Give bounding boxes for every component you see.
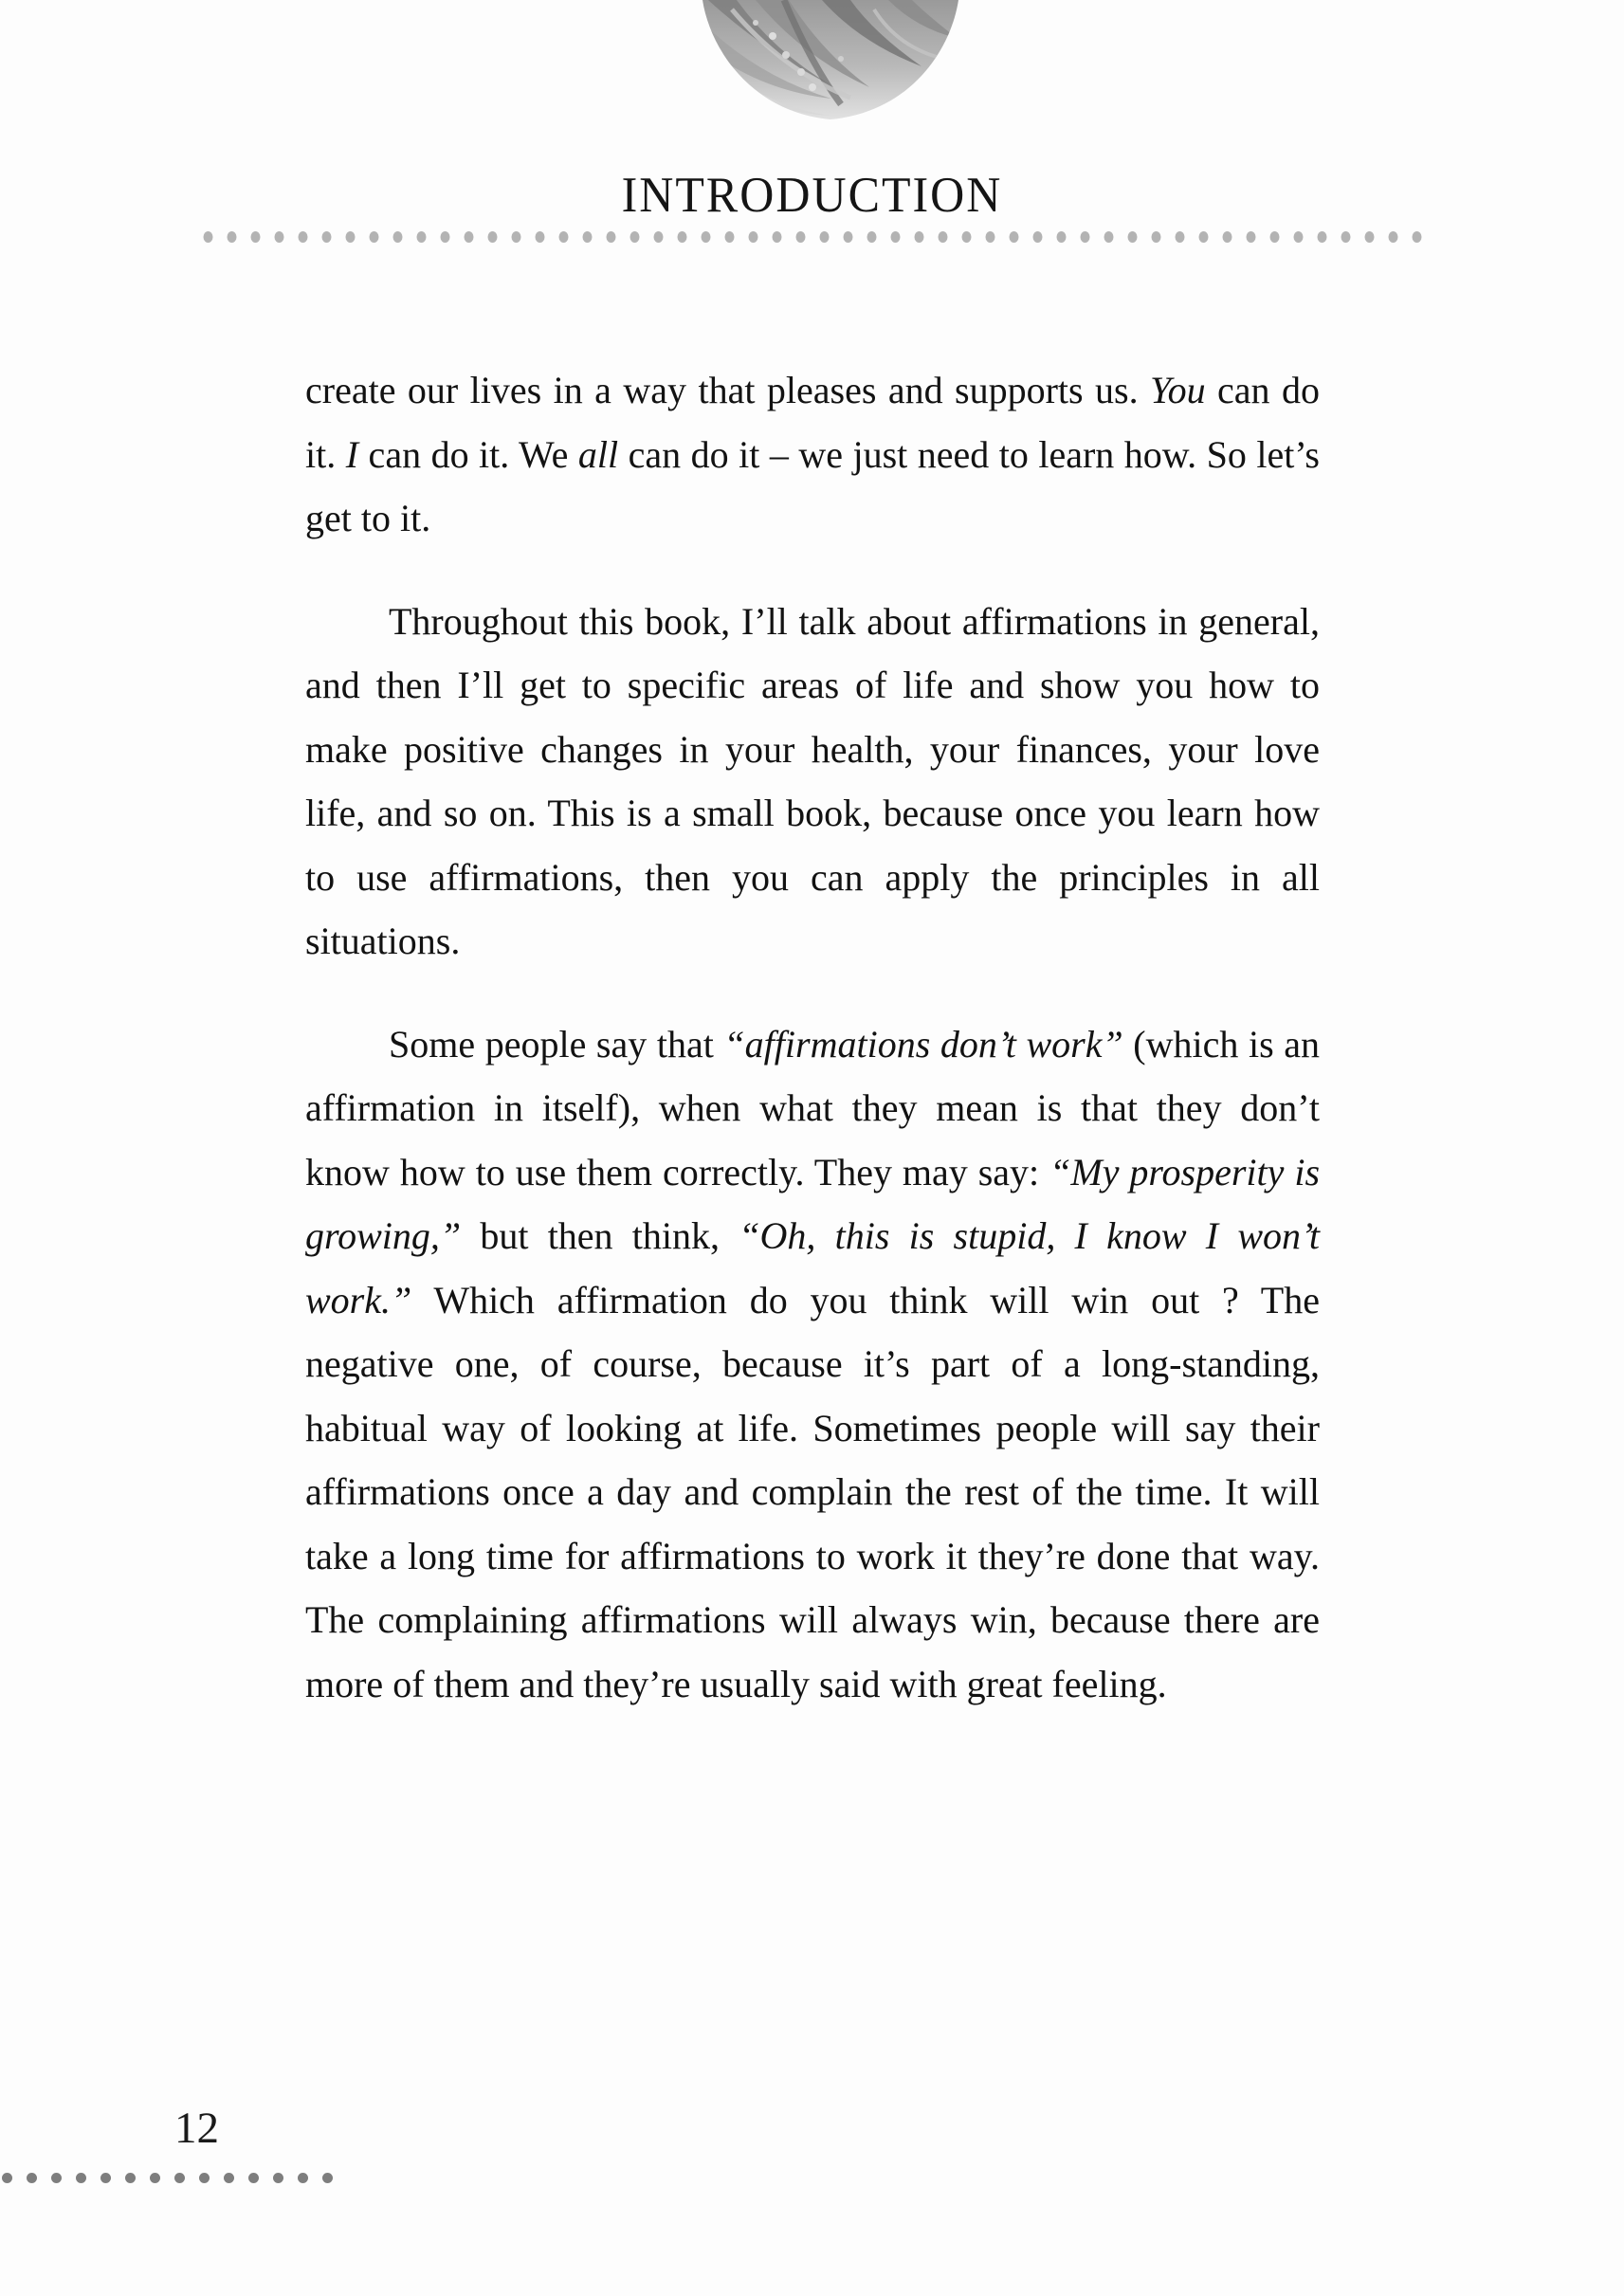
divider-dot (464, 231, 473, 243)
leaf-emblem-svg (699, 0, 962, 121)
divider-dot (76, 2173, 86, 2183)
divider-dot (199, 2173, 210, 2183)
divider-dot (582, 231, 592, 243)
marbled-leaf-engraving-image (699, 0, 962, 121)
italic-text-segment: “My prosperity is growing,” (305, 1150, 1321, 1257)
divider-dot (274, 231, 283, 243)
body-text (305, 358, 1320, 1755)
text-segment: (which is an affirmation in itself), when what they mean is that they don’t know how to use them correctly. They may say: (305, 1022, 1320, 1194)
divider-dot (677, 231, 686, 243)
divider-dot (150, 2173, 160, 2183)
divider-dot (345, 231, 355, 243)
divider-dot (27, 2173, 37, 2183)
divider-dot (535, 231, 544, 243)
divider-dot (1364, 231, 1374, 243)
divider-dot (914, 231, 923, 243)
divider-dot (511, 231, 520, 243)
page-number: 12 (174, 2104, 219, 2153)
italic-text-segment: all (577, 432, 619, 476)
divider-dot (558, 231, 568, 243)
divider-dot (227, 231, 236, 243)
divider-dot (1127, 231, 1137, 243)
divider-dot (606, 231, 615, 243)
paragraph (305, 358, 1320, 551)
divider-dot (1246, 231, 1255, 243)
divider-dot (1198, 231, 1208, 243)
divider-dot (701, 231, 710, 243)
divider-dot (1056, 231, 1066, 243)
divider-dot (51, 2173, 62, 2183)
divider-dot (392, 231, 402, 243)
divider-dot (224, 2173, 234, 2183)
divider-dot (1341, 231, 1350, 243)
text-segment: Throughout this book, I’ll talk about affirmations in general, and then I’ll get to specific areas of life and show you how to make positive changes in your health, your finances, your love life, and so on. This is a small book, because once you learn how to use affirmations, then you can apply the principles in all situations. (305, 599, 1320, 962)
divider-dot (1080, 231, 1089, 243)
divider-dot (1222, 231, 1232, 243)
divider-dot (961, 231, 971, 243)
header-dots-divider (203, 231, 1421, 243)
text-segment: Some people say that (389, 1022, 724, 1066)
divider-dot (487, 231, 497, 243)
divider-dot (174, 2173, 185, 2183)
italic-text-segment: You (1150, 369, 1206, 411)
text-segment: can do it – we just need to learn how. So let’s get to it. (305, 432, 1320, 539)
divider-dot (819, 231, 829, 243)
divider-dot (321, 231, 331, 243)
divider-dot (416, 231, 426, 243)
italic-text-segment: “affirmations don’t work” (723, 1022, 1123, 1066)
divider-dot (369, 231, 378, 243)
text-segment: can do it. (305, 369, 1320, 476)
divider-dot (890, 231, 900, 243)
divider-dot (1151, 231, 1160, 243)
divider-dot (748, 231, 757, 243)
divider-dot (1269, 231, 1279, 243)
divider-dot (653, 231, 663, 243)
divider-dot (298, 2173, 308, 2183)
text-segment: can do it. We (358, 432, 578, 476)
divider-dot (795, 231, 805, 243)
divider-dot (867, 231, 876, 243)
text-segment: but then think, (461, 1214, 739, 1257)
page-title: INTRODUCTION (621, 166, 1003, 223)
divider-dot (1388, 231, 1397, 243)
divider-dot (440, 231, 449, 243)
text-segment: create our lives in a way that pleases and supports us. (305, 369, 1151, 411)
divider-dot (298, 231, 307, 243)
divider-dot (1009, 231, 1018, 243)
divider-dot (772, 231, 781, 243)
divider-dot (1317, 231, 1326, 243)
divider-dot (1032, 231, 1042, 243)
divider-dot (322, 2173, 333, 2183)
divider-dot (938, 231, 947, 243)
paragraph (305, 590, 1320, 974)
footer-dots-divider (2, 2173, 333, 2183)
divider-dot (250, 231, 260, 243)
divider-dot (1175, 231, 1184, 243)
divider-dot (1412, 231, 1421, 243)
divider-dot (1293, 231, 1303, 243)
text-segment: Which affirmation do you think will win out ? The negative one, of course, because it’s part of a long-standing, habitual way of looking at life. Sometimes people will say their affirmations once a day and complain the rest of the time. It will take a long time for affirmations to work it they’re done that way. The complaining affirmations will always win, because there are more of them and they’re usually said with great feeling. (305, 1278, 1320, 1705)
divider-dot (985, 231, 994, 243)
divider-dot (203, 231, 212, 243)
divider-dot (248, 2173, 259, 2183)
divider-dot (273, 2173, 283, 2183)
divider-dot (843, 231, 852, 243)
divider-dot (630, 231, 639, 243)
divider-dot (100, 2173, 111, 2183)
divider-dot (1104, 231, 1113, 243)
divider-dot (724, 231, 734, 243)
paragraph (305, 1012, 1320, 1717)
divider-dot (125, 2173, 136, 2183)
italic-text-segment: “Oh, this is stupid, I know I won’t work.” (305, 1214, 1320, 1321)
divider-dot (2, 2173, 12, 2183)
italic-text-segment: I (345, 432, 359, 476)
